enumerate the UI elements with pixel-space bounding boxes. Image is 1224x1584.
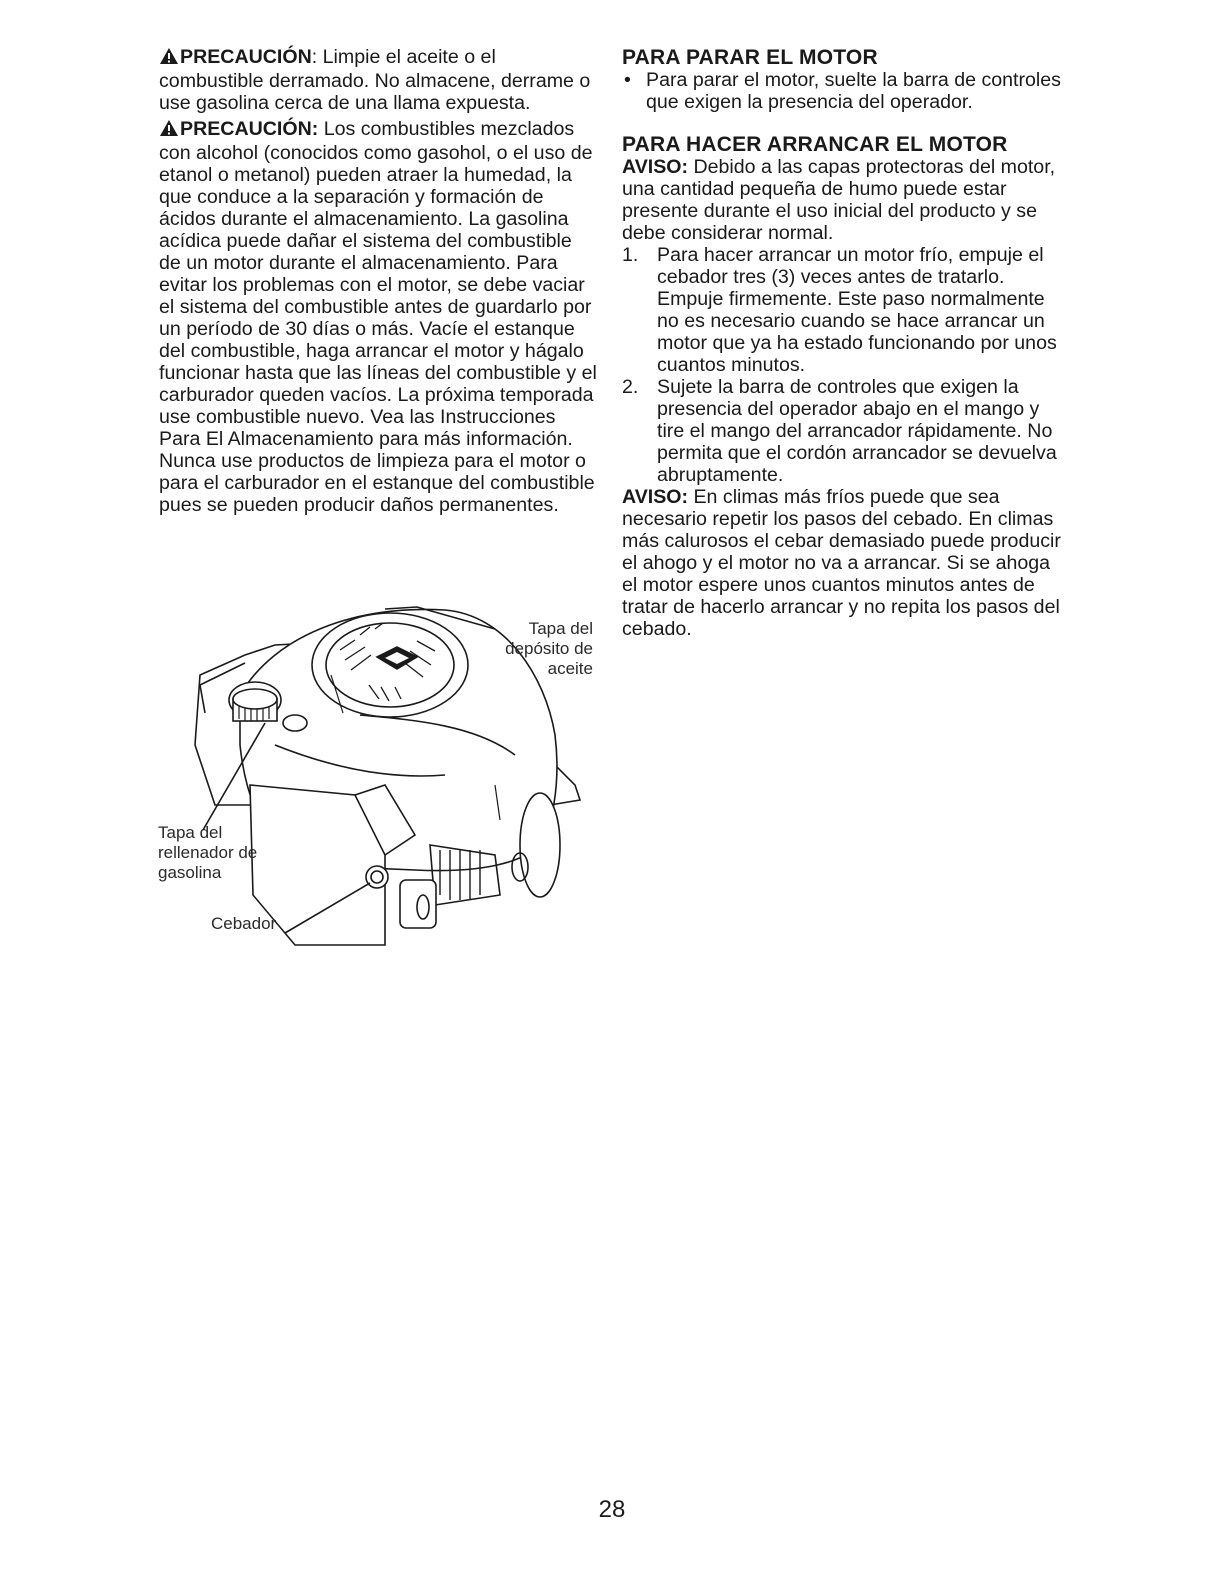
bullet-text: Para parar el motor, suelte la barra de controles que exigen la presencia del operador. (646, 69, 1061, 113)
caution-paragraph-1 (159, 46, 599, 114)
stop-engine-heading: PARA PARAR EL MOTOR (622, 46, 878, 69)
caution-paragraph-2 (159, 118, 599, 516)
start-notice (622, 156, 1067, 244)
step-number: 2. (622, 376, 639, 398)
fuel-cap-label: Tapa del rellenador de gasolina (158, 823, 258, 882)
primer-label: Cebador (211, 914, 277, 933)
bullet-mark: • (624, 69, 631, 91)
oil-cap-label: Tapa del depósito de aceite (505, 619, 593, 678)
caution-label: PRECAUCIÓN: (180, 118, 319, 140)
stop-engine-bullet (622, 69, 1067, 113)
warning-triangle-icon (159, 119, 179, 142)
engine-illustration (155, 595, 605, 965)
start-step-2 (622, 376, 1067, 486)
start-step-1 (622, 244, 1067, 376)
notice-text: En climas más fríos puede que sea necesario repetir los pasos del cebado. En climas más calurosos el cebar demasiado puede producir el ahogo y el motor no va a arrancar. Si se ahoga el motor espere unos cuantos minutos antes de tratar de hacerlo arrancar y no repita los pasos del cebado. (622, 486, 1061, 640)
notice-label: AVISO: (622, 156, 689, 178)
step-number: 1. (622, 244, 639, 266)
cold-weather-notice (622, 486, 1067, 640)
left-column (159, 46, 599, 516)
caution-text: : Limpie el aceite o el combustible derramado. No almacene, derrame o use gasolina cerca de una llama expuesta. (159, 46, 591, 114)
caution-label: PRECAUCIÓN (180, 46, 312, 68)
start-engine-heading: PARA HACER ARRANCAR EL MOTOR (622, 133, 1008, 156)
caution-text: Los combustibles mezclados con alcohol (conocidos como gasohol, o el uso de etanol o metanol) pueden atraer la humedad, la que conduce a la separación y formación de ácidos durante el almacenamiento. La gasolina acídica puede dañar el sistema del combustible de un motor durante el almacenamiento. Para evitar los problemas con el motor, se debe vaciar el sistema del combustible antes de guardarlo por un período de 30 días o más. Vacíe el estanque del combustible, haga arrancar el motor y hágalo funcionar hasta que las líneas del combustible y el carburador queden vacíos. La próxima temporada use combustible nuevo. Vea las Instrucciones Para El Almacenamiento para más información. Nunca use productos de limpieza para el motor o para el carburador en el estanque del combustible pues se pueden producir daños permanentes. (159, 118, 597, 516)
warning-triangle-icon (159, 47, 179, 70)
notice-label: AVISO: (622, 486, 689, 508)
step-text: Sujete la barra de controles que exigen la presencia del operador abajo en el mango y tire el mango del arrancador rápidamente. No permita que el cordón arrancador se devuelva abruptamente. (657, 376, 1057, 486)
page-number: 28 (598, 1496, 626, 1523)
step-text: Para hacer arrancar un motor frío, empuje el cebador tres (3) veces antes de tratarlo. Empuje firmemente. Este paso normalmente no es necesario cuando se hace arrancar un motor que ya ha estado funcionando por unos cuantos minutos. (657, 244, 1057, 376)
right-column (622, 46, 1067, 640)
notice-text: Debido a las capas protectoras del motor, una cantidad pequeña de humo puede estar presente durante el uso inicial del producto y se debe considerar normal. (622, 156, 1056, 244)
